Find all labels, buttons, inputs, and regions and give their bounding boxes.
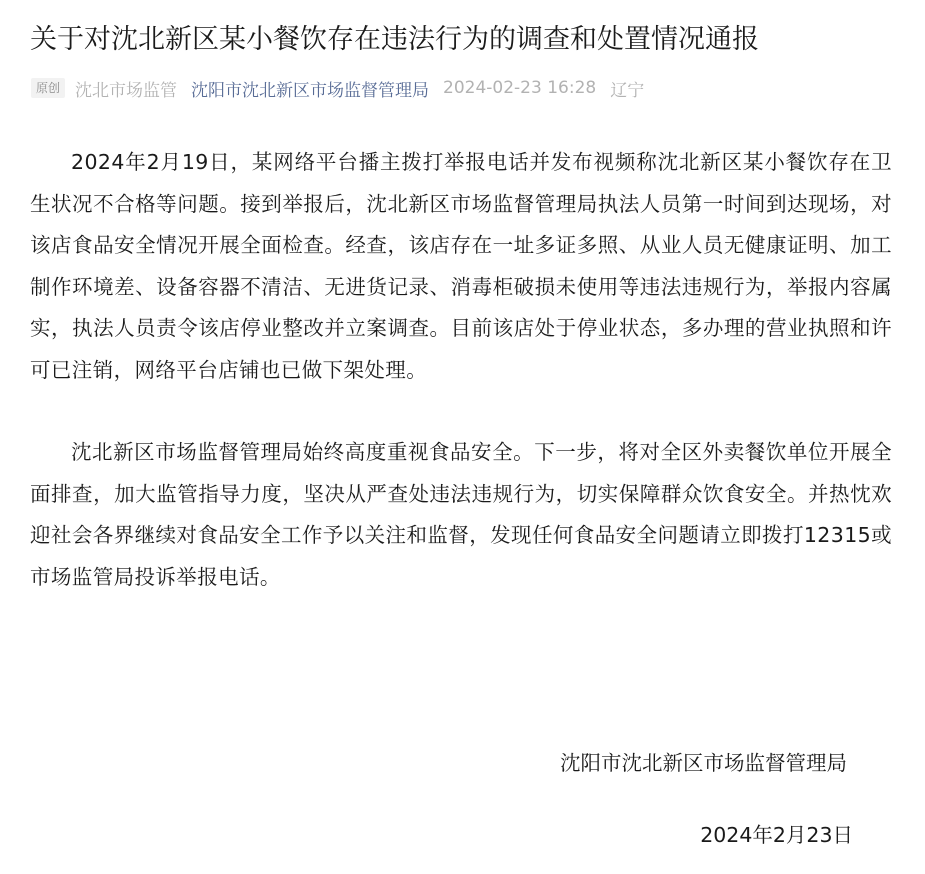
signature-organization: 沈阳市沈北新区市场监督管理局 (560, 751, 847, 775)
author-link[interactable]: 沈阳市沈北新区市场监督管理局 (191, 80, 430, 101)
article-body (30, 142, 892, 598)
article-title: 关于对沈北新区某小餐饮存在违法行为的调查和处置情况通报 (30, 24, 759, 55)
article-meta (31, 74, 644, 102)
article-paragraph-1: 2024年2月19日，某网络平台播主拨打举报电话并发布视频称沈北新区某小餐饮存在卫生状况不合格等问题。接到举报后，沈北新区市场监督管理局执法人员第一时间到达现场，对该店食品安全情况开展全面检查。经查，该店存在一址多证多照、从业人员无健康证明、加工制作环境差、设备容器不清洁、无进货记录、消毒柜破损未使用等违法违规行为，举报内容属实，执法人员责令该店停业整改并立案调查。目前该店处于停业状态，多办理的营业执照和许可已注销，网络平台店铺也已做下架处理。 (30, 150, 892, 382)
account-name-link[interactable]: 沈北市场监管 (75, 80, 178, 101)
publish-datetime: 2024-02-23 16:28 (443, 78, 597, 98)
publish-location: 辽宁 (610, 80, 645, 101)
signature-date: 2024年2月23日 (700, 823, 853, 847)
original-badge: 原创 (31, 78, 65, 98)
article-paragraph-2: 沈北新区市场监督管理局始终高度重视食品安全。下一步，将对全区外卖餐饮单位开展全面排查，加大监管指导力度，坚决从严查处违法违规行为，切实保障群众饮食安全。并热忱欢迎社会各界继续对食品安全工作予以关注和监督，发现任何食品安全问题请立即拨打12315或市场监管局投诉举报电话。 (30, 440, 892, 589)
